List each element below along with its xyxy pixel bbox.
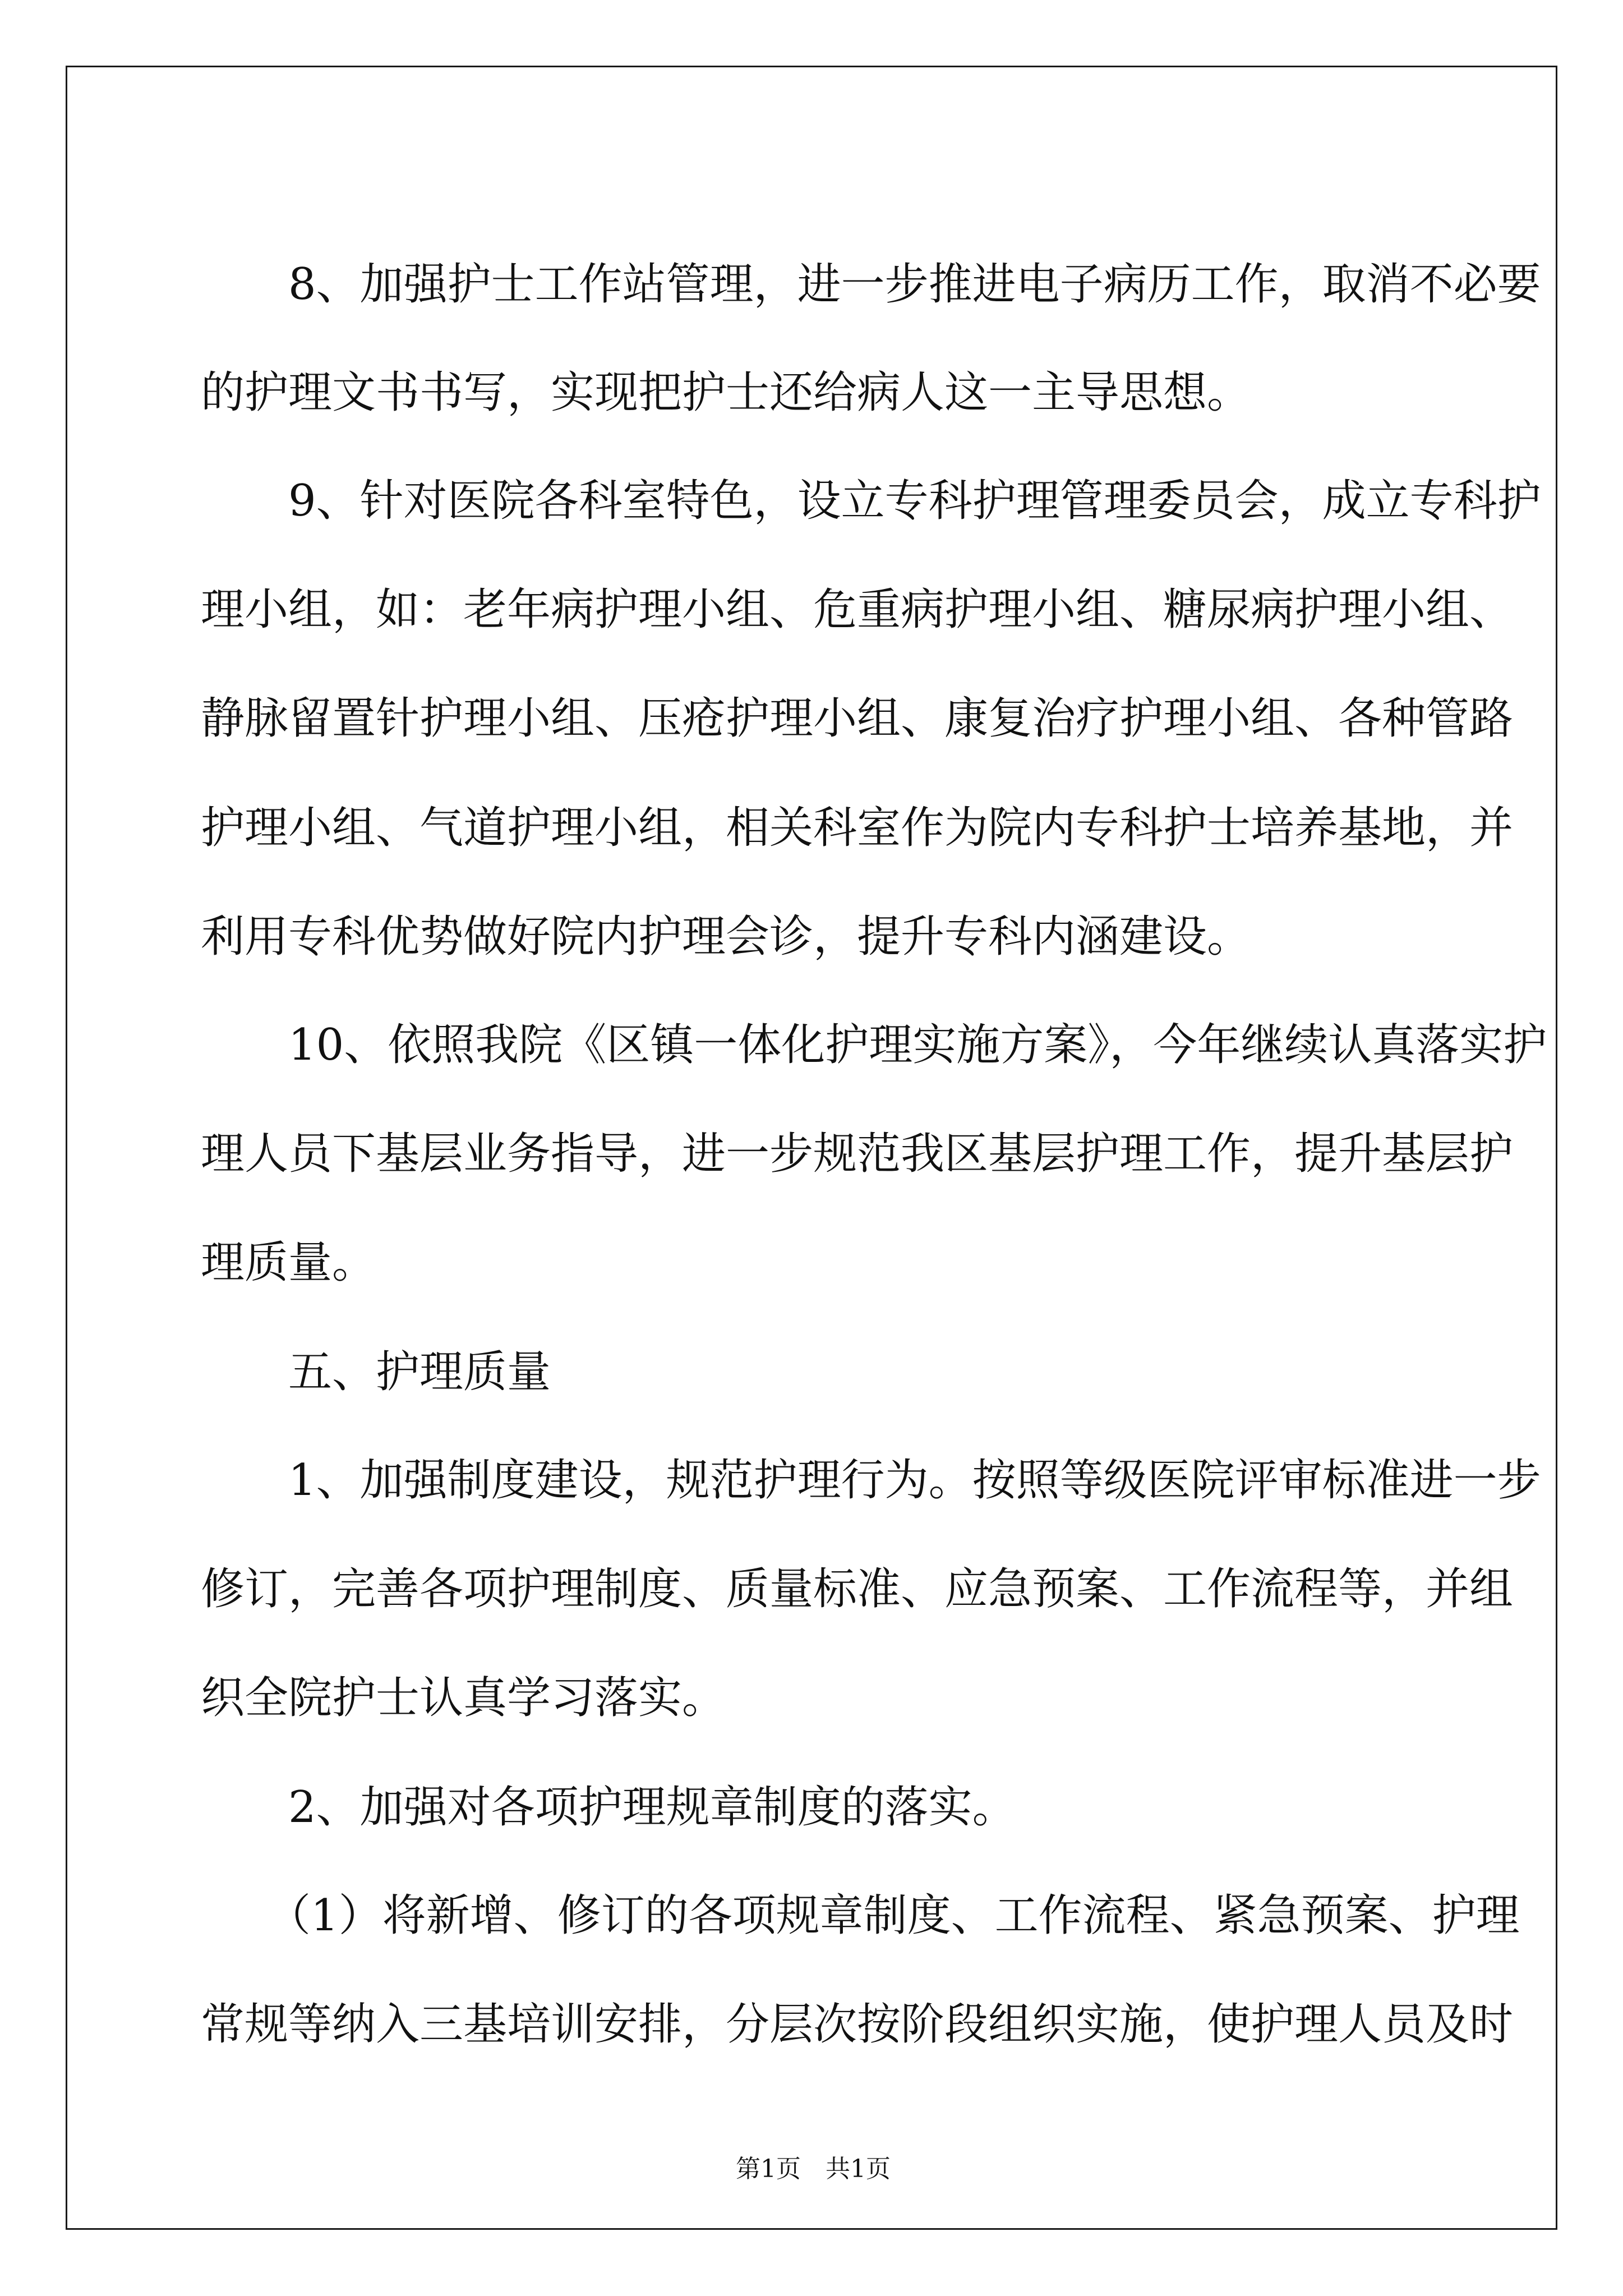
- text-line: 10、依照我院《区镇一体化护理实施方案》，今年继续认真落实护: [288, 1020, 1547, 1070]
- text-line: 护理小组、气道护理小组，相关科室作为院内专科护士培养基地，并: [201, 803, 1514, 853]
- text-line: 2、加强对各项护理规章制度的落实。: [288, 1782, 1016, 1833]
- text-line: 织全院护士认真学习落实。: [201, 1673, 726, 1723]
- section-heading: 五、护理质量: [288, 1347, 551, 1397]
- text-line: 修订，完善各项护理制度、质量标准、应急预案、工作流程等，并组: [201, 1564, 1514, 1614]
- page-frame: [66, 66, 1557, 2230]
- text-line: 理小组，如：老年病护理小组、危重病护理小组、糖尿病护理小组、: [201, 585, 1514, 635]
- text-line: （1）将新增、修订的各项规章制度、工作流程、紧急预案、护理: [267, 1890, 1520, 1941]
- text-line: 常规等纳入三基培训安排，分层次按阶段组织实施，使护理人员及时: [201, 1999, 1514, 2050]
- text-line: 理人员下基层业务指导，进一步规范我区基层护理工作，提升基层护: [201, 1129, 1514, 1179]
- text-line: 理质量。: [201, 1237, 376, 1288]
- page-number-footer: 第1页 共1页: [736, 2155, 891, 2183]
- text-line: 1、加强制度建设，规范护理行为。按照等级医院评审标准进一步: [288, 1455, 1541, 1506]
- text-line: 的护理文书书写，实现把护士还给病人这一主导思想。: [201, 367, 1251, 418]
- text-line: 利用专科优势做好院内护理会诊，提升专科内涵建设。: [201, 912, 1251, 962]
- text-line: 9、针对医院各科室特色，设立专科护理管理委员会，成立专科护: [288, 476, 1541, 526]
- text-line: 静脉留置针护理小组、压疮护理小组、康复治疗护理小组、各种管路: [201, 693, 1514, 744]
- text-line: 8、加强护士工作站管理，进一步推进电子病历工作，取消不必要: [288, 259, 1541, 310]
